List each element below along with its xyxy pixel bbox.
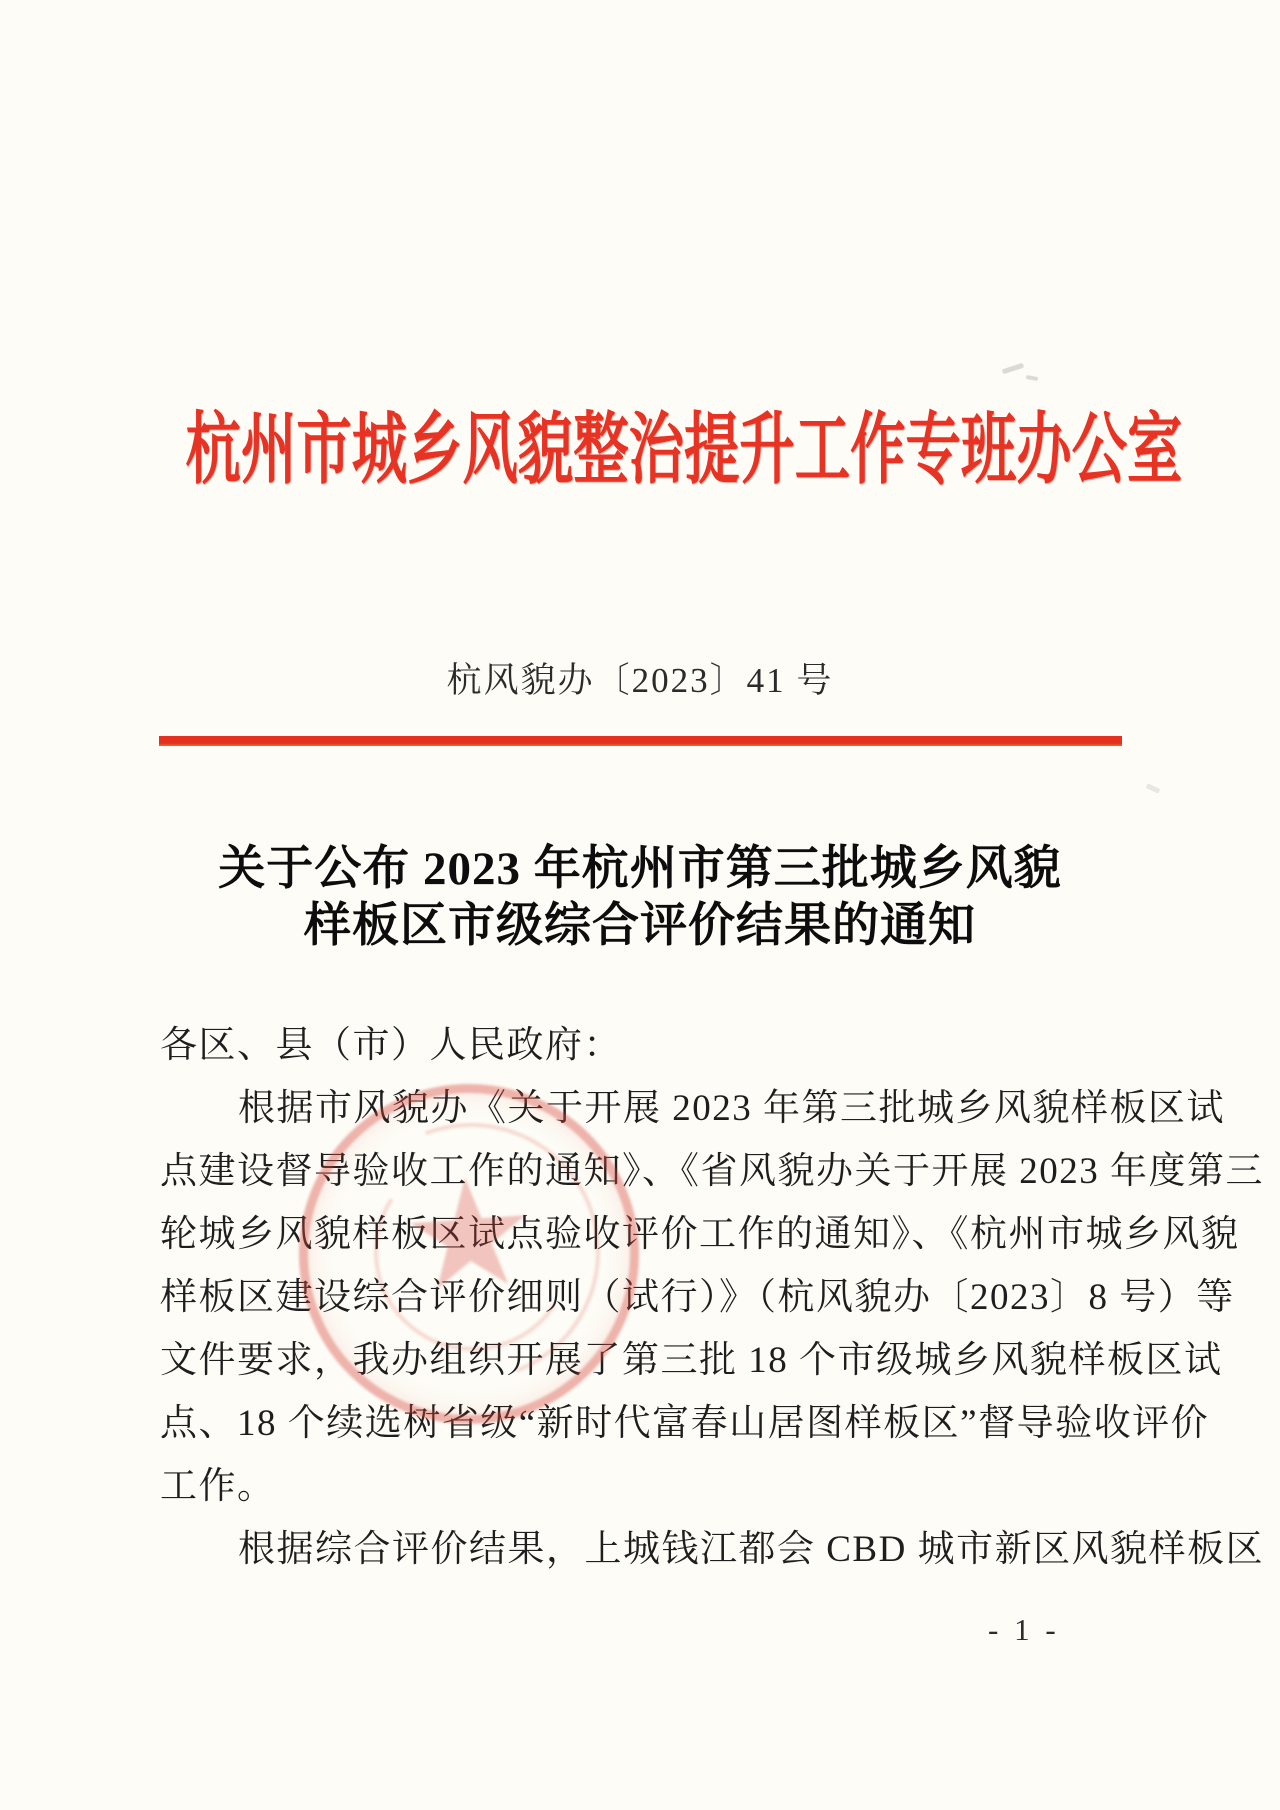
seal-star-icon: ★ bbox=[395, 1143, 543, 1327]
body-text-line: 点建设督导验收工作的通知》、《省风貌办关于开展 2023 年度第三 bbox=[160, 1151, 1264, 1192]
body-text-line: 点、18 个续选树省级“新时代富春山居图样板区”督导验收评价 bbox=[160, 1403, 1210, 1444]
body-text-line: 根据市风貌办《关于开展 2023 年第三批城乡风貌样板区试 bbox=[238, 1088, 1225, 1129]
body-text-line: 轮城乡风貌样板区试点验收评价工作的通知》、《杭州市城乡风貌 bbox=[160, 1214, 1240, 1255]
body-text-line: 样板区建设综合评价细则（试行）》（杭风貌办〔2023〕8 号）等 bbox=[160, 1277, 1235, 1318]
body-text-line: 工作。 bbox=[160, 1466, 276, 1507]
scan-artifact bbox=[1146, 783, 1161, 793]
scan-artifact bbox=[1002, 363, 1024, 375]
letterhead-org-title: 杭州市城乡风貌整治提升工作专班办公室 bbox=[185, 406, 1183, 493]
document-title bbox=[0, 841, 1280, 955]
scan-artifact bbox=[1026, 375, 1039, 381]
document-title-line2: 样板区市级综合评价结果的通知 bbox=[304, 900, 976, 952]
body-text-line: 文件要求，我办组织开展了第三批 18 个市级城乡风貌样板区试 bbox=[160, 1340, 1223, 1381]
document-title-line1: 关于公布 2023 年杭州市第三批城乡风貌 bbox=[218, 843, 1062, 895]
letterhead-divider-rule bbox=[159, 736, 1122, 746]
document-body bbox=[160, 1014, 1265, 1581]
document-number: 杭风貌办〔2023〕41 号 bbox=[446, 661, 834, 700]
salutation-line: 各区、县（市）人民政府： bbox=[160, 1025, 622, 1066]
page-number: - 1 - bbox=[988, 1612, 1060, 1647]
body-text-line: 根据综合评价结果，上城钱江都会 CBD 城市新区风貌样板区 bbox=[238, 1529, 1265, 1570]
